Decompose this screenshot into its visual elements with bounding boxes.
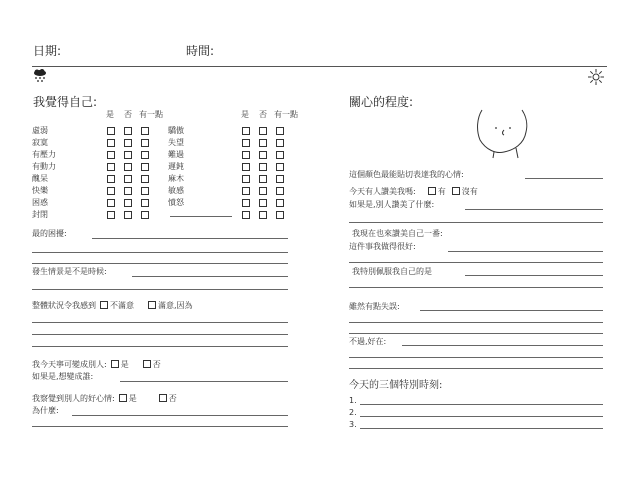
col-header-no: 否 — [259, 110, 267, 119]
feeling-checkbox[interactable] — [259, 175, 267, 183]
become-other-no-checkbox[interactable] — [143, 360, 151, 368]
feeling-checkbox[interactable] — [124, 187, 132, 195]
feeling-checkbox[interactable] — [124, 199, 132, 207]
others-mood-no-checkbox[interactable] — [159, 394, 167, 402]
question-biggest-trouble: 最的困擾: — [32, 229, 67, 238]
overall-satisfied-checkbox[interactable] — [148, 301, 156, 309]
feeling-label: 失望 — [168, 138, 184, 147]
question-others-mood — [32, 394, 177, 404]
others-mood-yes-checkbox[interactable] — [119, 394, 127, 402]
feeling-checkbox[interactable] — [107, 187, 115, 195]
answer-line[interactable] — [525, 178, 603, 179]
answer-line[interactable] — [132, 276, 288, 277]
col-header-yes: 是 — [241, 110, 249, 119]
have-label: 有 — [437, 187, 446, 196]
question-others-mood-label: 我察覺到別人的好心情: — [32, 394, 115, 403]
feeling-checkbox[interactable] — [141, 163, 149, 171]
feeling-checkbox[interactable] — [124, 139, 132, 147]
none-label: 沒有 — [461, 187, 478, 196]
overall-unsatisfied-checkbox[interactable] — [100, 301, 108, 309]
feeling-checkbox[interactable] — [107, 199, 115, 207]
question-praised-what: 如果是,別人讚美了什麼: — [349, 200, 435, 209]
answer-line[interactable] — [32, 263, 288, 264]
feeling-checkbox[interactable] — [276, 151, 284, 159]
moment-answer-line[interactable] — [360, 428, 603, 429]
feeling-checkbox[interactable] — [259, 199, 267, 207]
feeling-checkbox[interactable] — [259, 127, 267, 135]
question-three-moments: 今天的三個特別時刻: — [349, 380, 443, 391]
feeling-label: 快樂 — [32, 186, 48, 195]
feeling-checkbox[interactable] — [107, 163, 115, 171]
feeling-checkbox[interactable] — [141, 175, 149, 183]
feeling-label: 醜呆 — [32, 174, 48, 183]
feeling-checkbox[interactable] — [259, 211, 267, 219]
feeling-label: 憤怒 — [168, 198, 184, 207]
moment-answer-line[interactable] — [360, 416, 603, 417]
feeling-label: 寂寞 — [32, 138, 48, 147]
question-admire-self: 我特別佩服我自己的是 — [352, 267, 432, 276]
question-although: 雖然有點失誤: — [349, 302, 400, 311]
face-drawing — [474, 108, 530, 160]
question-did-well: 這件事我做得很好: — [349, 242, 416, 251]
feeling-label: 麻木 — [168, 174, 184, 183]
feeling-checkbox[interactable] — [242, 151, 250, 159]
feeling-checkbox[interactable] — [259, 187, 267, 195]
question-but: 不過,好在: — [349, 337, 387, 346]
date-label: 日期: — [33, 44, 62, 58]
feeling-checkbox[interactable] — [107, 211, 115, 219]
answer-line[interactable] — [465, 275, 603, 276]
answer-line[interactable] — [32, 426, 288, 427]
praised-none-checkbox[interactable] — [452, 187, 460, 195]
question-overall-feeling — [32, 301, 193, 311]
feeling-checkbox[interactable] — [124, 175, 132, 183]
feeling-checkbox[interactable] — [259, 163, 267, 171]
question-why: 為什麼: — [32, 406, 59, 415]
col-header-somewhat: 有一點 — [139, 110, 163, 119]
feeling-checkbox[interactable] — [276, 175, 284, 183]
feeling-checkbox[interactable] — [276, 199, 284, 207]
feeling-checkbox[interactable] — [107, 127, 115, 135]
answer-line[interactable] — [349, 287, 603, 288]
answer-line[interactable] — [32, 252, 288, 253]
feeling-checkbox[interactable] — [124, 151, 132, 159]
feeling-checkbox[interactable] — [141, 211, 149, 219]
answer-line[interactable] — [448, 251, 603, 252]
feeling-checkbox[interactable] — [141, 151, 149, 159]
question-self-praise: 我現在也來讚美自己一番: — [352, 229, 443, 238]
feeling-label: 遲鈍 — [168, 162, 184, 171]
feeling-checkbox[interactable] — [259, 139, 267, 147]
feeling-checkbox[interactable] — [242, 163, 250, 171]
answer-line[interactable] — [402, 345, 603, 346]
answer-line[interactable] — [349, 357, 603, 358]
feeling-checkbox[interactable] — [276, 127, 284, 135]
col-header-no: 否 — [124, 110, 132, 119]
col-header-yes: 是 — [106, 110, 114, 119]
feeling-label: 困惑 — [32, 198, 48, 207]
no-label: 否 — [168, 394, 177, 403]
feeling-checkbox[interactable] — [259, 151, 267, 159]
rain-cloud-icon — [32, 69, 48, 83]
feeling-checkbox[interactable] — [141, 127, 149, 135]
feeling-checkbox[interactable] — [242, 139, 250, 147]
feeling-checkbox[interactable] — [276, 139, 284, 147]
question-praised — [349, 187, 478, 197]
col-header-somewhat: 有一點 — [274, 110, 298, 119]
feeling-checkbox[interactable] — [141, 187, 149, 195]
feeling-checkbox[interactable] — [276, 187, 284, 195]
feeling-checkbox[interactable] — [124, 163, 132, 171]
feeling-label: 有動力 — [32, 162, 56, 171]
feeling-checkbox[interactable] — [242, 175, 250, 183]
feeling-checkbox[interactable] — [141, 139, 149, 147]
feeling-label: 驕傲 — [168, 126, 184, 135]
praised-have-checkbox[interactable] — [428, 187, 436, 195]
feeling-checkbox[interactable] — [242, 211, 250, 219]
question-when-happened: 發生情景是不是時候: — [32, 267, 107, 276]
feeling-checkbox[interactable] — [124, 127, 132, 135]
answer-line[interactable] — [92, 238, 288, 239]
question-praised-label: 今天有人讚美我嗎: — [349, 187, 416, 196]
answer-line[interactable] — [32, 346, 288, 347]
feeling-label: 虛弱 — [32, 126, 48, 135]
question-color: 這個顏色最能貼切表達我的心情: — [349, 170, 464, 179]
feeling-checkbox[interactable] — [242, 199, 250, 207]
feeling-label: 難過 — [168, 150, 184, 159]
answer-line[interactable] — [349, 368, 603, 369]
custom-feeling-blank[interactable] — [170, 216, 232, 217]
answer-line[interactable] — [465, 209, 603, 210]
care-level-title: 關心的程度: — [349, 95, 414, 109]
feeling-checkbox[interactable] — [242, 187, 250, 195]
header-divider — [32, 66, 607, 67]
answer-line[interactable] — [349, 333, 603, 334]
overall-satisfied-label: 滿意,因為 — [158, 301, 193, 310]
feeling-checkbox[interactable] — [107, 139, 115, 147]
answer-line[interactable] — [349, 322, 603, 323]
feeling-checkbox[interactable] — [242, 127, 250, 135]
feeling-checkbox[interactable] — [124, 211, 132, 219]
time-label: 時間: — [186, 44, 215, 58]
no-label: 否 — [152, 360, 161, 369]
become-other-yes-checkbox[interactable] — [111, 360, 119, 368]
answer-line[interactable] — [32, 322, 288, 323]
feeling-checkbox[interactable] — [276, 211, 284, 219]
feeling-checkbox[interactable] — [141, 199, 149, 207]
answer-line[interactable] — [72, 415, 288, 416]
answer-line[interactable] — [349, 222, 603, 223]
question-become-other-label: 我今天寧可變成別人: — [32, 360, 107, 369]
feeling-label: 有壓力 — [32, 150, 56, 159]
feeling-label: 封閉 — [32, 210, 48, 219]
answer-line[interactable] — [420, 310, 603, 311]
moment-number: 3. — [349, 420, 357, 429]
question-become-other — [32, 360, 161, 370]
answer-line[interactable] — [32, 334, 288, 335]
moment-number: 1. — [349, 396, 357, 405]
moment-number: 2. — [349, 408, 357, 417]
answer-line[interactable] — [32, 289, 288, 290]
answer-line[interactable] — [120, 381, 288, 382]
overall-unsatisfied-label: 不滿意 — [110, 301, 134, 310]
feeling-checkbox[interactable] — [276, 163, 284, 171]
feelings-section-title: 我覺得自己: — [33, 95, 98, 109]
sun-icon — [587, 68, 605, 86]
answer-line[interactable] — [349, 262, 603, 263]
feeling-label: 敏感 — [168, 186, 184, 195]
feeling-checkbox[interactable] — [107, 151, 115, 159]
moment-answer-line[interactable] — [360, 404, 603, 405]
feeling-checkbox[interactable] — [107, 175, 115, 183]
yes-label: 是 — [128, 394, 137, 403]
question-become-who: 如果是,想變成誰: — [32, 372, 94, 381]
yes-label: 是 — [120, 360, 129, 369]
question-overall-label: 整體狀況令我感到 — [32, 301, 96, 310]
